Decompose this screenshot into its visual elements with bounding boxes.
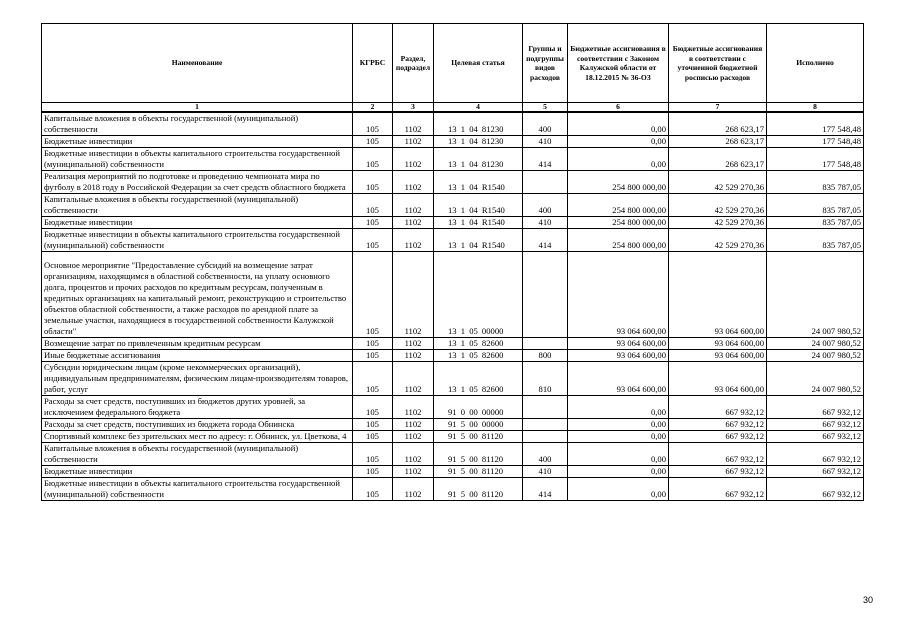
cell-ktrbs: 105 xyxy=(353,431,393,443)
column-number: 6 xyxy=(568,103,669,113)
cell-article: 91 5 00 00000 xyxy=(434,419,523,431)
cell-name: Спортивный комплекс без зрительских мест по адресу: г. Обнинск, ул. Цветкова, 4 xyxy=(42,431,353,443)
cell-razdel: 1102 xyxy=(393,229,434,252)
cell-group xyxy=(523,419,568,431)
cell-group xyxy=(523,252,568,338)
header-article: Целевая статья xyxy=(434,24,523,103)
cell-razdel: 1102 xyxy=(393,171,434,194)
column-number: 7 xyxy=(669,103,767,113)
header-law: Бюджетные ассигнования в соответствии с Законом Калужской области от 18.12.2015 № 36-ОЗ xyxy=(568,24,669,103)
cell-executed: 835 787,05 xyxy=(767,171,864,194)
cell-law: 0,00 xyxy=(568,148,669,171)
cell-article: 91 0 00 00000 xyxy=(434,396,523,419)
cell-executed: 667 932,12 xyxy=(767,431,864,443)
cell-razdel: 1102 xyxy=(393,136,434,148)
cell-article: 91 5 00 81120 xyxy=(434,466,523,478)
column-number-row xyxy=(42,103,864,113)
cell-ktrbs: 105 xyxy=(353,217,393,229)
cell-article: 13 1 05 00000 xyxy=(434,252,523,338)
cell-executed: 24 007 980,52 xyxy=(767,362,864,396)
cell-executed: 667 932,12 xyxy=(767,396,864,419)
cell-razdel: 1102 xyxy=(393,148,434,171)
cell-razdel: 1102 xyxy=(393,194,434,217)
cell-ktrbs: 105 xyxy=(353,396,393,419)
cell-razdel: 1102 xyxy=(393,419,434,431)
cell-law: 93 064 600,00 xyxy=(568,350,669,362)
cell-law: 93 064 600,00 xyxy=(568,338,669,350)
cell-article: 13 1 05 82600 xyxy=(434,362,523,396)
cell-law: 254 800 000,00 xyxy=(568,229,669,252)
cell-razdel: 1102 xyxy=(393,252,434,338)
cell-name: Бюджетные инвестиции xyxy=(42,217,353,229)
cell-refined: 667 932,12 xyxy=(669,431,767,443)
cell-razdel: 1102 xyxy=(393,478,434,501)
cell-name: Бюджетные инвестиции в объекты капитального строительства государственной (муниципальной) собственности xyxy=(42,229,353,252)
cell-name: Бюджетные инвестиции xyxy=(42,136,353,148)
cell-article: 91 5 00 81120 xyxy=(434,431,523,443)
cell-ktrbs: 105 xyxy=(353,112,393,136)
cell-law: 93 064 600,00 xyxy=(568,252,669,338)
cell-name: Иные бюджетные ассигнования xyxy=(42,350,353,362)
cell-law: 0,00 xyxy=(568,443,669,466)
cell-executed: 667 932,12 xyxy=(767,466,864,478)
cell-ktrbs: 105 xyxy=(353,338,393,350)
cell-article: 13 1 04 81230 xyxy=(434,112,523,136)
cell-ktrbs: 105 xyxy=(353,171,393,194)
column-number: 2 xyxy=(353,103,393,113)
cell-refined: 667 932,12 xyxy=(669,466,767,478)
cell-ktrbs: 105 xyxy=(353,443,393,466)
cell-refined: 42 529 270,36 xyxy=(669,229,767,252)
cell-razdel: 1102 xyxy=(393,217,434,229)
cell-refined: 42 529 270,36 xyxy=(669,217,767,229)
cell-razdel: 1102 xyxy=(393,431,434,443)
cell-article: 13 1 04 81230 xyxy=(434,136,523,148)
cell-group: 400 xyxy=(523,443,568,466)
table-row xyxy=(42,171,864,194)
cell-article: 13 1 04 81230 xyxy=(434,148,523,171)
cell-refined: 268 623,17 xyxy=(669,136,767,148)
cell-name: Капитальные вложения в объекты государственной (муниципальной) собственности xyxy=(42,112,353,136)
cell-refined: 42 529 270,36 xyxy=(669,194,767,217)
cell-group: 800 xyxy=(523,350,568,362)
cell-group: 410 xyxy=(523,466,568,478)
cell-name: Возмещение затрат по привлеченным кредитным ресурсам xyxy=(42,338,353,350)
cell-razdel: 1102 xyxy=(393,350,434,362)
cell-name: Бюджетные инвестиции xyxy=(42,466,353,478)
cell-ktrbs: 105 xyxy=(353,419,393,431)
cell-group: 400 xyxy=(523,112,568,136)
cell-name: Расходы за счет средств, поступивших из бюджетов других уровней, за исключением федерального бюджета xyxy=(42,396,353,419)
cell-article: 13 1 05 82600 xyxy=(434,338,523,350)
cell-law: 93 064 600,00 xyxy=(568,362,669,396)
cell-executed: 835 787,05 xyxy=(767,229,864,252)
cell-article: 91 5 00 81120 xyxy=(434,443,523,466)
cell-law: 0,00 xyxy=(568,112,669,136)
header-name: Наименование xyxy=(42,24,353,103)
cell-executed: 24 007 980,52 xyxy=(767,350,864,362)
header-row xyxy=(42,24,864,103)
table-body xyxy=(42,112,864,501)
header-ktrbs: КГРБС xyxy=(353,24,393,103)
cell-ktrbs: 105 xyxy=(353,252,393,338)
cell-executed: 177 548,48 xyxy=(767,112,864,136)
header-executed: Исполнено xyxy=(767,24,864,103)
cell-law: 254 800 000,00 xyxy=(568,217,669,229)
cell-group: 410 xyxy=(523,217,568,229)
cell-executed: 667 932,12 xyxy=(767,478,864,501)
cell-razdel: 1102 xyxy=(393,443,434,466)
cell-group: 810 xyxy=(523,362,568,396)
cell-law: 0,00 xyxy=(568,136,669,148)
column-number: 1 xyxy=(42,103,353,113)
cell-group: 414 xyxy=(523,148,568,171)
header-razdel: Раздел, подраздел xyxy=(393,24,434,103)
cell-razdel: 1102 xyxy=(393,362,434,396)
table-row xyxy=(42,466,864,478)
table-row xyxy=(42,217,864,229)
page-number: 30 xyxy=(863,595,874,605)
cell-refined: 667 932,12 xyxy=(669,443,767,466)
cell-name: Капитальные вложения в объекты государственной (муниципальной) собственности xyxy=(42,194,353,217)
column-number: 8 xyxy=(767,103,864,113)
cell-executed: 177 548,48 xyxy=(767,148,864,171)
cell-name: Расходы за счет средств, поступивших из бюджета города Обнинска xyxy=(42,419,353,431)
cell-razdel: 1102 xyxy=(393,466,434,478)
table-row xyxy=(42,362,864,396)
cell-group xyxy=(523,431,568,443)
cell-law: 254 800 000,00 xyxy=(568,171,669,194)
cell-law: 0,00 xyxy=(568,431,669,443)
cell-article: 13 1 04 R1540 xyxy=(434,217,523,229)
cell-group xyxy=(523,338,568,350)
cell-refined: 667 932,12 xyxy=(669,419,767,431)
cell-name: Реализация мероприятий по подготовке и проведению чемпионата мира по футболу в 2018 году в Российской Федерации за счет средств областного бюджета xyxy=(42,171,353,194)
cell-article: 13 1 04 R1540 xyxy=(434,171,523,194)
table-row xyxy=(42,148,864,171)
cell-refined: 93 064 600,00 xyxy=(669,252,767,338)
table-row xyxy=(42,112,864,136)
cell-refined: 93 064 600,00 xyxy=(669,350,767,362)
table-row xyxy=(42,252,864,338)
cell-article: 13 1 04 R1540 xyxy=(434,194,523,217)
cell-razdel: 1102 xyxy=(393,338,434,350)
cell-law: 0,00 xyxy=(568,466,669,478)
column-number: 3 xyxy=(393,103,434,113)
table-row xyxy=(42,443,864,466)
cell-article: 13 1 04 R1540 xyxy=(434,229,523,252)
cell-ktrbs: 105 xyxy=(353,478,393,501)
cell-refined: 268 623,17 xyxy=(669,112,767,136)
cell-article: 91 5 00 81120 xyxy=(434,478,523,501)
cell-executed: 24 007 980,52 xyxy=(767,338,864,350)
cell-executed: 177 548,48 xyxy=(767,136,864,148)
table-row xyxy=(42,194,864,217)
cell-refined: 667 932,12 xyxy=(669,396,767,419)
cell-refined: 268 623,17 xyxy=(669,148,767,171)
table-row xyxy=(42,136,864,148)
header-group: Группы и подгруппы видов расходов xyxy=(523,24,568,103)
cell-law: 0,00 xyxy=(568,478,669,501)
cell-refined: 667 932,12 xyxy=(669,478,767,501)
cell-group xyxy=(523,171,568,194)
cell-ktrbs: 105 xyxy=(353,229,393,252)
cell-name: Основное мероприятие "Предоставление субсидий на возмещение затрат организациям, находящимся в областной собственности, на уплату основного долга, процентов и прочих расходов по кредитным ресурсам, полученным в кредитных организациях на капитальный ремонт, реконструкцию и строительство объектов областной собственности, а также расходов по арендной плате за земельные участки, находящиеся в государственной собственности Калужской области" xyxy=(42,252,353,338)
cell-ktrbs: 105 xyxy=(353,194,393,217)
table-row xyxy=(42,431,864,443)
cell-group: 414 xyxy=(523,229,568,252)
table-row xyxy=(42,338,864,350)
cell-executed: 667 932,12 xyxy=(767,419,864,431)
cell-name: Капитальные вложения в объекты государственной (муниципальной) собственности xyxy=(42,443,353,466)
cell-razdel: 1102 xyxy=(393,396,434,419)
cell-group: 410 xyxy=(523,136,568,148)
cell-refined: 42 529 270,36 xyxy=(669,171,767,194)
cell-executed: 835 787,05 xyxy=(767,217,864,229)
cell-ktrbs: 105 xyxy=(353,466,393,478)
column-number: 4 xyxy=(434,103,523,113)
cell-article: 13 1 05 82600 xyxy=(434,350,523,362)
cell-razdel: 1102 xyxy=(393,112,434,136)
cell-law: 0,00 xyxy=(568,419,669,431)
column-number: 5 xyxy=(523,103,568,113)
cell-executed: 667 932,12 xyxy=(767,443,864,466)
cell-name: Субсидии юридическим лицам (кроме некоммерческих организаций), индивидуальным предпринимателям, физическим лицам-производителям товаров, работ, услуг xyxy=(42,362,353,396)
cell-name: Бюджетные инвестиции в объекты капитального строительства государственной (муниципальной) собственности xyxy=(42,478,353,501)
table-row xyxy=(42,478,864,501)
table-row xyxy=(42,229,864,252)
cell-name: Бюджетные инвестиции в объекты капитального строительства государственной (муниципальной) собственности xyxy=(42,148,353,171)
table-row xyxy=(42,396,864,419)
cell-executed: 835 787,05 xyxy=(767,194,864,217)
cell-ktrbs: 105 xyxy=(353,136,393,148)
cell-ktrbs: 105 xyxy=(353,148,393,171)
cell-ktrbs: 105 xyxy=(353,350,393,362)
cell-executed: 24 007 980,52 xyxy=(767,252,864,338)
cell-group: 400 xyxy=(523,194,568,217)
table-row xyxy=(42,419,864,431)
cell-group: 414 xyxy=(523,478,568,501)
cell-refined: 93 064 600,00 xyxy=(669,338,767,350)
cell-law: 0,00 xyxy=(568,396,669,419)
cell-group xyxy=(523,396,568,419)
budget-table xyxy=(41,23,864,501)
header-refined: Бюджетные ассигнования в соответствии с уточненной бюджетной росписью расходов xyxy=(669,24,767,103)
cell-law: 254 800 000,00 xyxy=(568,194,669,217)
table-row xyxy=(42,350,864,362)
cell-ktrbs: 105 xyxy=(353,362,393,396)
cell-refined: 93 064 600,00 xyxy=(669,362,767,396)
